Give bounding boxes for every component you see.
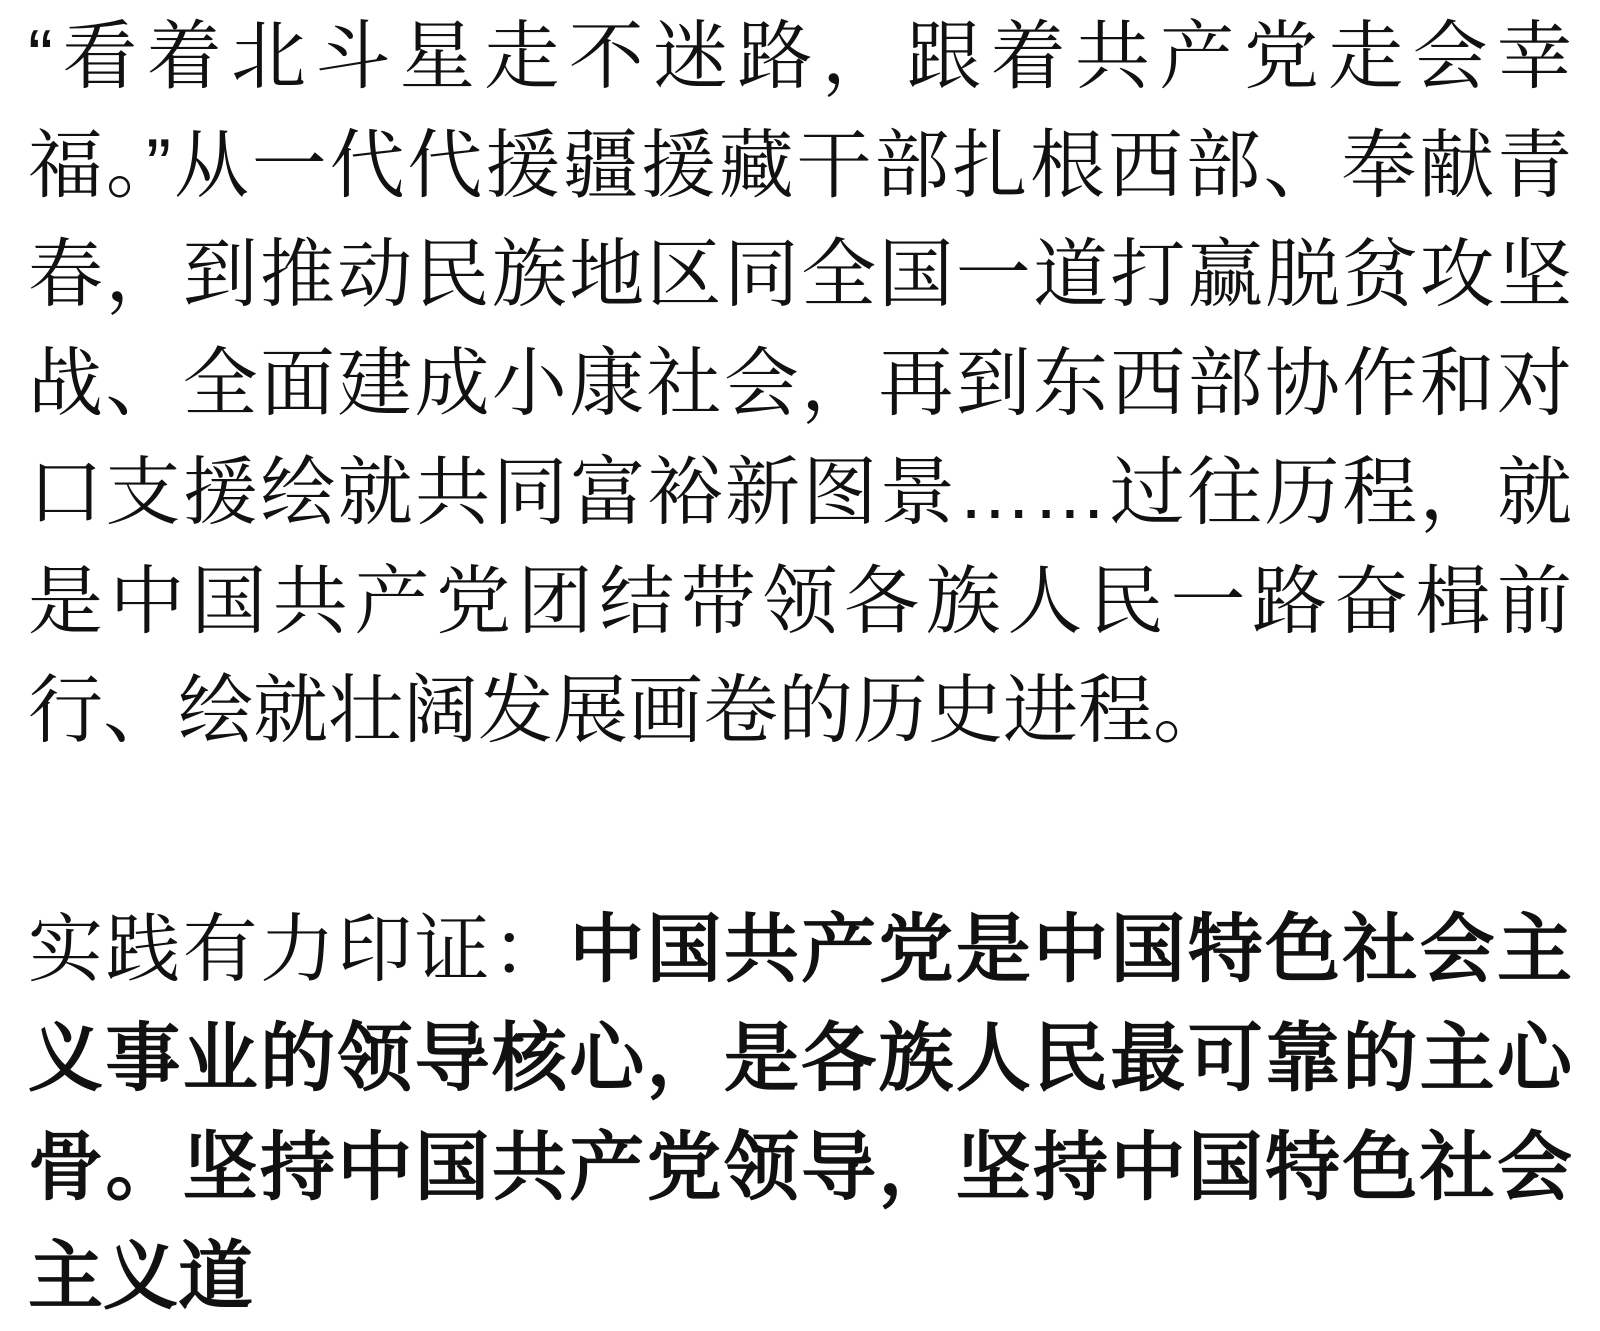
paragraph-2-emphasis: 中国共产党是中国特色社会主义事业的领导核心，是各族人民最可靠的主心骨。坚持中国共产党领导，坚持中国特色社会主义道 xyxy=(28,907,1572,1318)
body-paragraph-2 xyxy=(28,895,1572,1331)
paragraph-2-lead: 实践有力印证： xyxy=(28,907,570,991)
body-paragraph-1: “看着北斗星走不迷路，跟着共产党走会幸福。”从一代代援疆援藏干部扎根西部、奉献青春，到推动民族地区同全国一道打赢脱贫攻坚战、全面建成小康社会，再到东西部协作和对口支援绘就共同富裕新图景……过往历程，就是中国共产党团结带领各族人民一路奋楫前行、绘就壮阔发展画卷的历史进程。 xyxy=(28,14,1572,752)
paragraph-spacer xyxy=(28,765,1572,895)
